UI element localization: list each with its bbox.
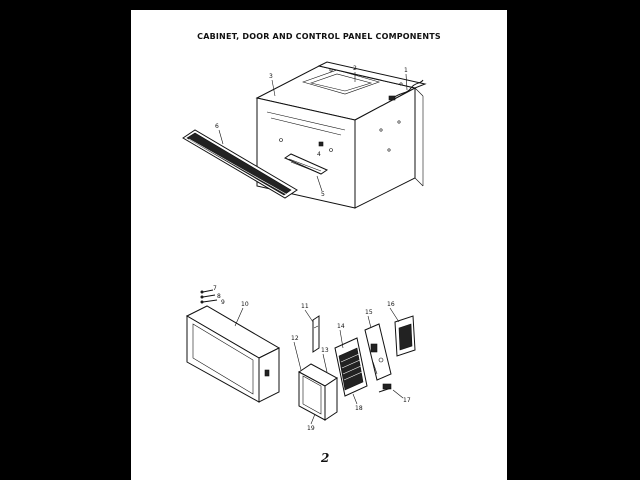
svg-text:3: 3	[269, 73, 273, 80]
svg-text:12: 12	[291, 335, 299, 342]
svg-text:8: 8	[217, 293, 221, 300]
svg-text:4: 4	[317, 151, 321, 158]
door-part	[187, 306, 279, 402]
bracket-part	[395, 316, 415, 356]
svg-text:1: 1	[404, 67, 408, 74]
svg-text:13: 13	[321, 347, 329, 354]
callout-6	[215, 123, 223, 144]
control-board-part	[365, 324, 391, 380]
callout-17	[393, 390, 411, 404]
svg-text:15: 15	[365, 309, 373, 316]
svg-text:2: 2	[353, 65, 357, 72]
callout-15	[365, 309, 373, 328]
callout-19	[307, 414, 315, 432]
callout-18	[353, 394, 363, 412]
svg-text:18: 18	[355, 405, 363, 412]
page-number: 2	[321, 451, 330, 465]
svg-text:9: 9	[221, 299, 225, 306]
svg-text:19: 19	[307, 425, 315, 432]
diagram-page	[131, 10, 507, 480]
callout-9	[221, 299, 225, 306]
svg-text:10: 10	[241, 301, 249, 308]
exploded-parts-diagram	[131, 10, 507, 480]
callout-12	[291, 335, 301, 370]
svg-text:6: 6	[215, 123, 219, 130]
svg-text:5: 5	[321, 191, 325, 198]
latch-part	[313, 316, 319, 352]
control-panel-face-part	[335, 338, 367, 396]
callout-4	[317, 151, 321, 158]
svg-text:7: 7	[213, 285, 217, 292]
svg-text:11: 11	[301, 303, 309, 310]
callout-10	[235, 301, 249, 326]
callout-7	[213, 285, 217, 292]
svg-text:16: 16	[387, 301, 395, 308]
callout-11	[301, 303, 313, 322]
callout-13	[321, 347, 329, 372]
switch-part	[379, 384, 391, 392]
svg-text:14: 14	[337, 323, 345, 330]
door-frame-part	[299, 364, 337, 420]
diagram-title: CABINET, DOOR AND CONTROL PANEL COMPONENTS	[197, 32, 441, 41]
svg-text:17: 17	[403, 397, 411, 404]
callout-16	[387, 301, 399, 322]
clip-part-4	[319, 142, 323, 146]
